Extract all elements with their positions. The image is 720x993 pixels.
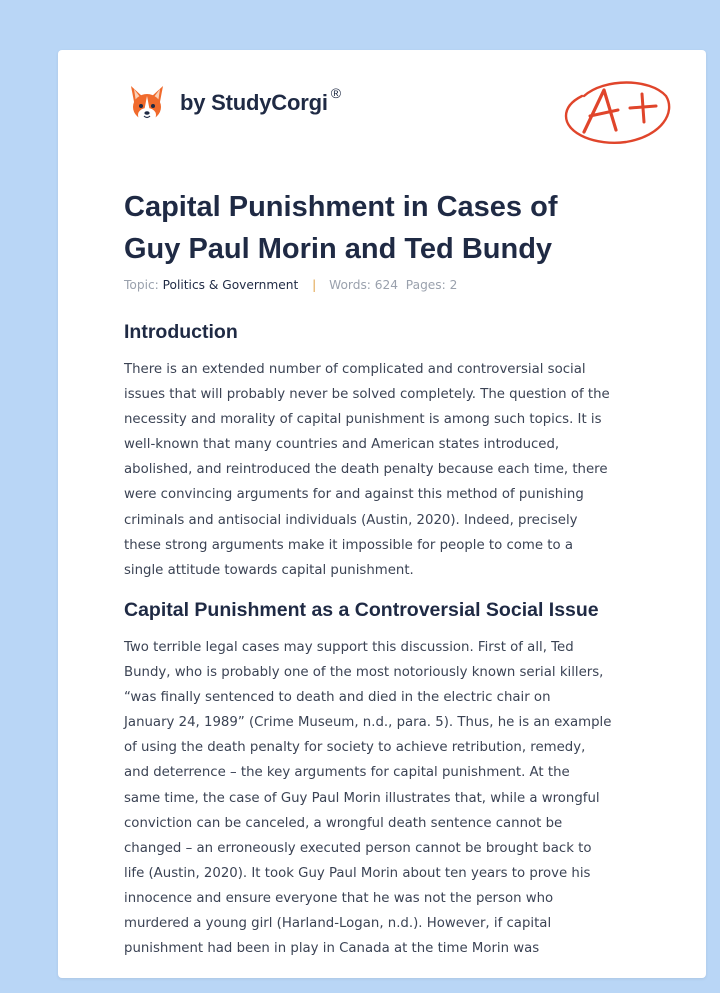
paragraph-line: issues that will probably never be solved completely. The question of the xyxy=(124,387,610,403)
topic-label: Topic: xyxy=(124,278,159,292)
pages-label: Pages: xyxy=(405,278,446,292)
paragraph-line: January 24, 1989” (Crime Museum, n.d., para. 5). Thus, he is an example xyxy=(124,715,612,731)
brand[interactable] xyxy=(126,82,341,124)
paragraph-line: innocence and ensure everyone that he was not the person who xyxy=(124,890,554,906)
paragraph-line: single attitude towards capital punishment. xyxy=(124,562,414,578)
document-page xyxy=(58,50,706,978)
registered-mark: ® xyxy=(330,85,342,101)
paragraph-line: “was finally sentenced to death and died in the electric chair on xyxy=(124,690,551,706)
paragraph-line: life (Austin, 2020). It took Guy Paul Morin about ten years to prove his xyxy=(124,865,591,881)
paragraph-line: necessity and morality of capital punishment is among such topics. It is xyxy=(124,412,602,428)
paragraph-line: criminals and antisocial individuals (Austin, 2020). Indeed, precisely xyxy=(124,512,578,528)
title-line: Guy Paul Morin and Ted Bundy xyxy=(124,233,553,265)
section-heading: Capital Punishment as a Controversial Social Issue xyxy=(124,599,599,621)
paragraph-line: these strong arguments make it impossible for people to come to a xyxy=(124,537,573,553)
title-line: Capital Punishment in Cases of xyxy=(124,191,558,223)
section-paragraph xyxy=(124,357,658,583)
meta-separator: | xyxy=(312,278,317,292)
paragraph-line: were convincing arguments for and against this method of punishing xyxy=(124,487,584,503)
paragraph-line: changed – an erroneously executed person cannot be brought back to xyxy=(124,840,592,856)
paragraph-line: Bundy, who is probably one of the most notoriously known serial killers, xyxy=(124,665,604,681)
paragraph-line: well-known that many countries and American states introduced, xyxy=(124,437,560,453)
paragraph-line: of using the death penalty for society to achieve retribution, remedy, xyxy=(124,740,586,756)
paragraph-line: and deterrence – the key arguments for capital punishment. At the xyxy=(124,765,570,781)
section-heading: Introduction xyxy=(124,321,238,343)
pages-count: 2 xyxy=(449,278,458,292)
brand-name: by StudyCorgi xyxy=(180,90,328,115)
topic-link[interactable]: Politics & Government xyxy=(162,278,299,292)
words-label: Words: xyxy=(329,278,371,292)
paragraph-line: There is an extended number of complicated and controversial social xyxy=(124,362,586,377)
paragraph-line: conviction can be canceled, a wrongful death sentence cannot be xyxy=(124,815,563,831)
paragraph-line: same time, the case of Guy Paul Morin illustrates that, while a wrongful xyxy=(124,790,600,806)
paragraph-line: murdered a young girl (Harland-Logan, n.d.). However, if capital xyxy=(124,916,552,932)
paragraph-line: abolished, and reintroduced the death penalty because each time, there xyxy=(124,462,608,478)
paragraph-line: punishment had been in play in Canada at the time Morin was xyxy=(124,941,540,957)
section-paragraph xyxy=(124,635,658,961)
a-plus-grade-icon xyxy=(558,76,674,148)
document-title xyxy=(124,186,644,270)
document-meta xyxy=(124,278,457,292)
paragraph-line: Two terrible legal cases may support this discussion. First of all, Ted xyxy=(124,640,574,655)
words-count: 624 xyxy=(374,278,399,292)
corgi-logo-icon xyxy=(126,82,168,124)
